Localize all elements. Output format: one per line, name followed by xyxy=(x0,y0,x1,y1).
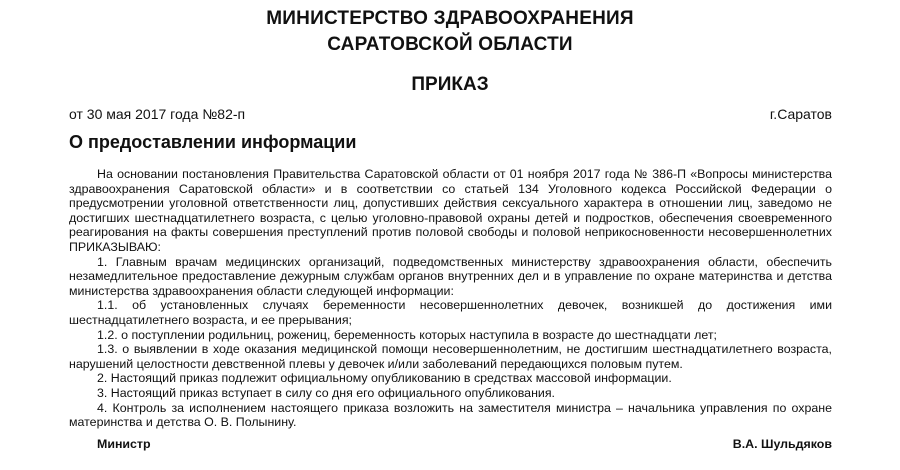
signatory-position: Министр xyxy=(97,437,151,451)
body-paragraph-item-1-1: 1.1. об установленных случаях беременности несовершеннолетних девочек, возникшей до достижения ими шестнадцатилетнего возраста, и ее прерывания; xyxy=(69,298,832,327)
document-type-heading: ПРИКАЗ xyxy=(411,74,489,95)
order-body xyxy=(69,167,832,430)
body-paragraph-item-1-2: 1.2. о поступлении родильниц, рожениц, беременность которых наступила в возрасте до шестнадцати лет; xyxy=(97,327,717,342)
body-paragraph-item-1: 1. Главным врачам медицинских организаций, подведомственных министерству здравоохранения области, обеспечить незамедлительное предоставление дежурным службам органов внутренних дел и в управление по охране материнства и детства министерства здравоохранения области следующей информации: xyxy=(69,254,832,298)
ministry-name-line2: САРАТОВСКОЙ ОБЛАСТИ xyxy=(327,34,573,55)
order-city: г.Саратов xyxy=(769,106,832,122)
order-subject: О предоставлении информации xyxy=(69,132,357,152)
ministry-name-line1: МИНИСТЕРСТВО ЗДРАВООХРАНЕНИЯ xyxy=(266,8,634,29)
body-paragraph-item-1-3: 1.3. о выявлении в ходе оказания медицинской помощи несовершеннолетним, не достигшим шестнадцатилетнего возраста, нарушений целостности девственной плевы у девочек и/или заболеваний передающихся половым путем. xyxy=(69,342,832,371)
body-paragraph-preamble: На основании постановления Правительства Саратовской области от 01 ноября 2017 года № 386-П «Вопросы министерства здравоохранения Саратовской области» и в соответствии со статьей 134 Уголовного кодекса Российской Федерации о предусмотрении уголовной ответственности лиц, допустивших действия сексуального характера в отношении лиц, заведомо не достигших шестнадцатилетнего возраста, с целью уголовно-правовой охраны детей и подростков, обеспечения своевременного реагирования на факты совершения преступлений против половой свободы и половой неприкосновенности несовершеннолетних ПРИКАЗЫВАЮ: xyxy=(69,167,832,254)
order-date-number: от 30 мая 2017 года №82-п xyxy=(69,106,246,122)
body-paragraph-item-2: 2. Настоящий приказ подлежит официальному опубликованию в средствах массовой информации. xyxy=(97,371,672,386)
body-paragraph-item-4: 4. Контроль за исполнением настоящего приказа возложить на заместителя министра – начальника управления по охране материнства и детства О. В. Полынину. xyxy=(69,400,832,430)
signatory-name: В.А. Шульдяков xyxy=(732,437,832,451)
body-paragraph-item-3: 3. Настоящий приказ вступает в силу со дня его официального опубликования. xyxy=(97,385,555,400)
